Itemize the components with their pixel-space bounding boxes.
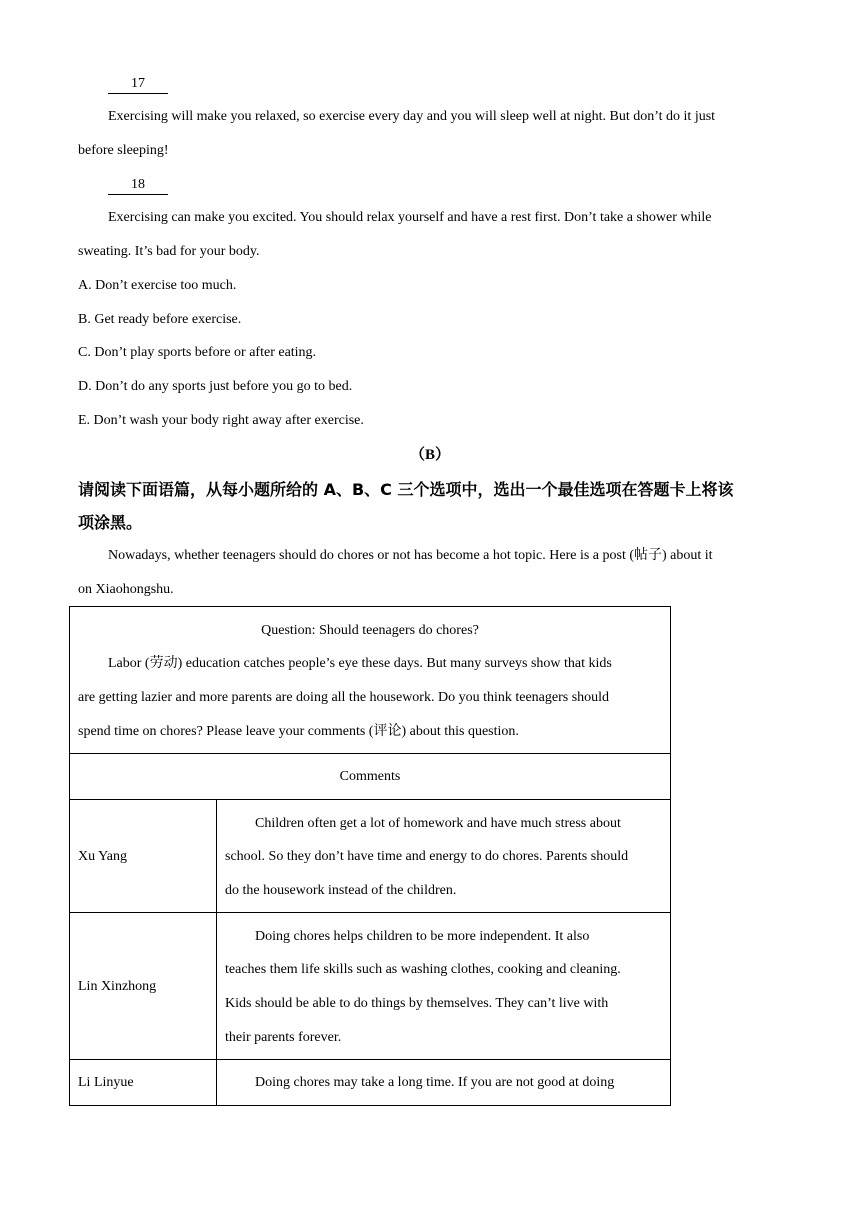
- comment-line: teaches them life skills such as washing clothes, cooking and cleaning.: [225, 962, 621, 977]
- blank-17-number: 17: [108, 75, 168, 94]
- comment-text-cell: [217, 913, 670, 1059]
- comments-header-row: [70, 754, 670, 800]
- option-e: E. Don’t wash your body right away after exercise.: [78, 413, 364, 428]
- intro-line-1: Nowadays, whether teenagers should do chores or not has become a hot topic. Here is a post (帖子) about it: [108, 548, 713, 563]
- post-row: [70, 607, 670, 754]
- instruction-line-1: 请阅读下面语篇，从每小题所给的 A、B、C 三个选项中，选出一个最佳选项在答题卡上将该: [78, 480, 734, 499]
- blank-18-number: 18: [108, 176, 168, 195]
- comment-line: Doing chores may take a long time. If you are not good at doing: [255, 1075, 615, 1090]
- comment-line: Doing chores helps children to be more independent. It also: [255, 929, 590, 944]
- post-line-1: Labor (劳动) education catches people’s eye these days. But many surveys show that kids: [108, 656, 612, 671]
- comment-name-cell: [70, 913, 217, 1059]
- comment-author: Lin Xinzhong: [78, 979, 157, 994]
- paragraph-17-line-1: Exercising will make you relaxed, so exercise every day and you will sleep well at night. But don’t do it just: [108, 109, 716, 124]
- comment-line: school. So they don’t have time and energy to do chores. Parents should: [225, 849, 629, 864]
- comment-row: [70, 800, 670, 913]
- post-question: Question: Should teenagers do chores?: [261, 623, 479, 638]
- comment-author: Li Linyue: [78, 1075, 134, 1090]
- blank-18: [108, 175, 168, 195]
- option-c: C. Don’t play sports before or after eating.: [78, 345, 317, 360]
- comment-name-cell: [70, 1060, 217, 1105]
- comment-row: [70, 913, 670, 1060]
- blank-17: [108, 74, 168, 94]
- option-a: A. Don’t exercise too much.: [78, 278, 237, 293]
- instruction-line-2: 项涂黑。: [78, 513, 143, 532]
- option-d: D. Don’t do any sports just before you go to bed.: [78, 379, 353, 394]
- paragraph-18-line-1: Exercising can make you excited. You should relax yourself and have a rest first. Don’t take a shower while: [108, 210, 712, 225]
- post-table: [69, 606, 671, 1106]
- section-b-heading: （B）: [409, 447, 450, 463]
- comment-line: do the housework instead of the children.: [225, 883, 457, 898]
- paragraph-18-line-2: sweating. It’s bad for your body.: [78, 244, 260, 259]
- comment-row: [70, 1060, 670, 1105]
- comment-line: Children often get a lot of homework and have much stress about: [255, 816, 621, 831]
- paragraph-17-line-2: before sleeping!: [78, 143, 169, 158]
- intro-line-2: on Xiaohongshu.: [78, 582, 174, 597]
- post-line-3: spend time on chores? Please leave your comments (评论) about this question.: [78, 724, 519, 739]
- comment-line: Kids should be able to do things by themselves. They can’t live with: [225, 996, 609, 1011]
- post-line-2: are getting lazier and more parents are doing all the housework. Do you think teenagers should: [78, 690, 610, 705]
- comment-author: Xu Yang: [78, 849, 128, 864]
- comment-text-cell: [217, 800, 670, 912]
- comments-header: Comments: [339, 769, 401, 784]
- option-b: B. Get ready before exercise.: [78, 312, 242, 327]
- comment-text-cell: [217, 1060, 670, 1105]
- comment-name-cell: [70, 800, 217, 912]
- comment-line: their parents forever.: [225, 1030, 342, 1045]
